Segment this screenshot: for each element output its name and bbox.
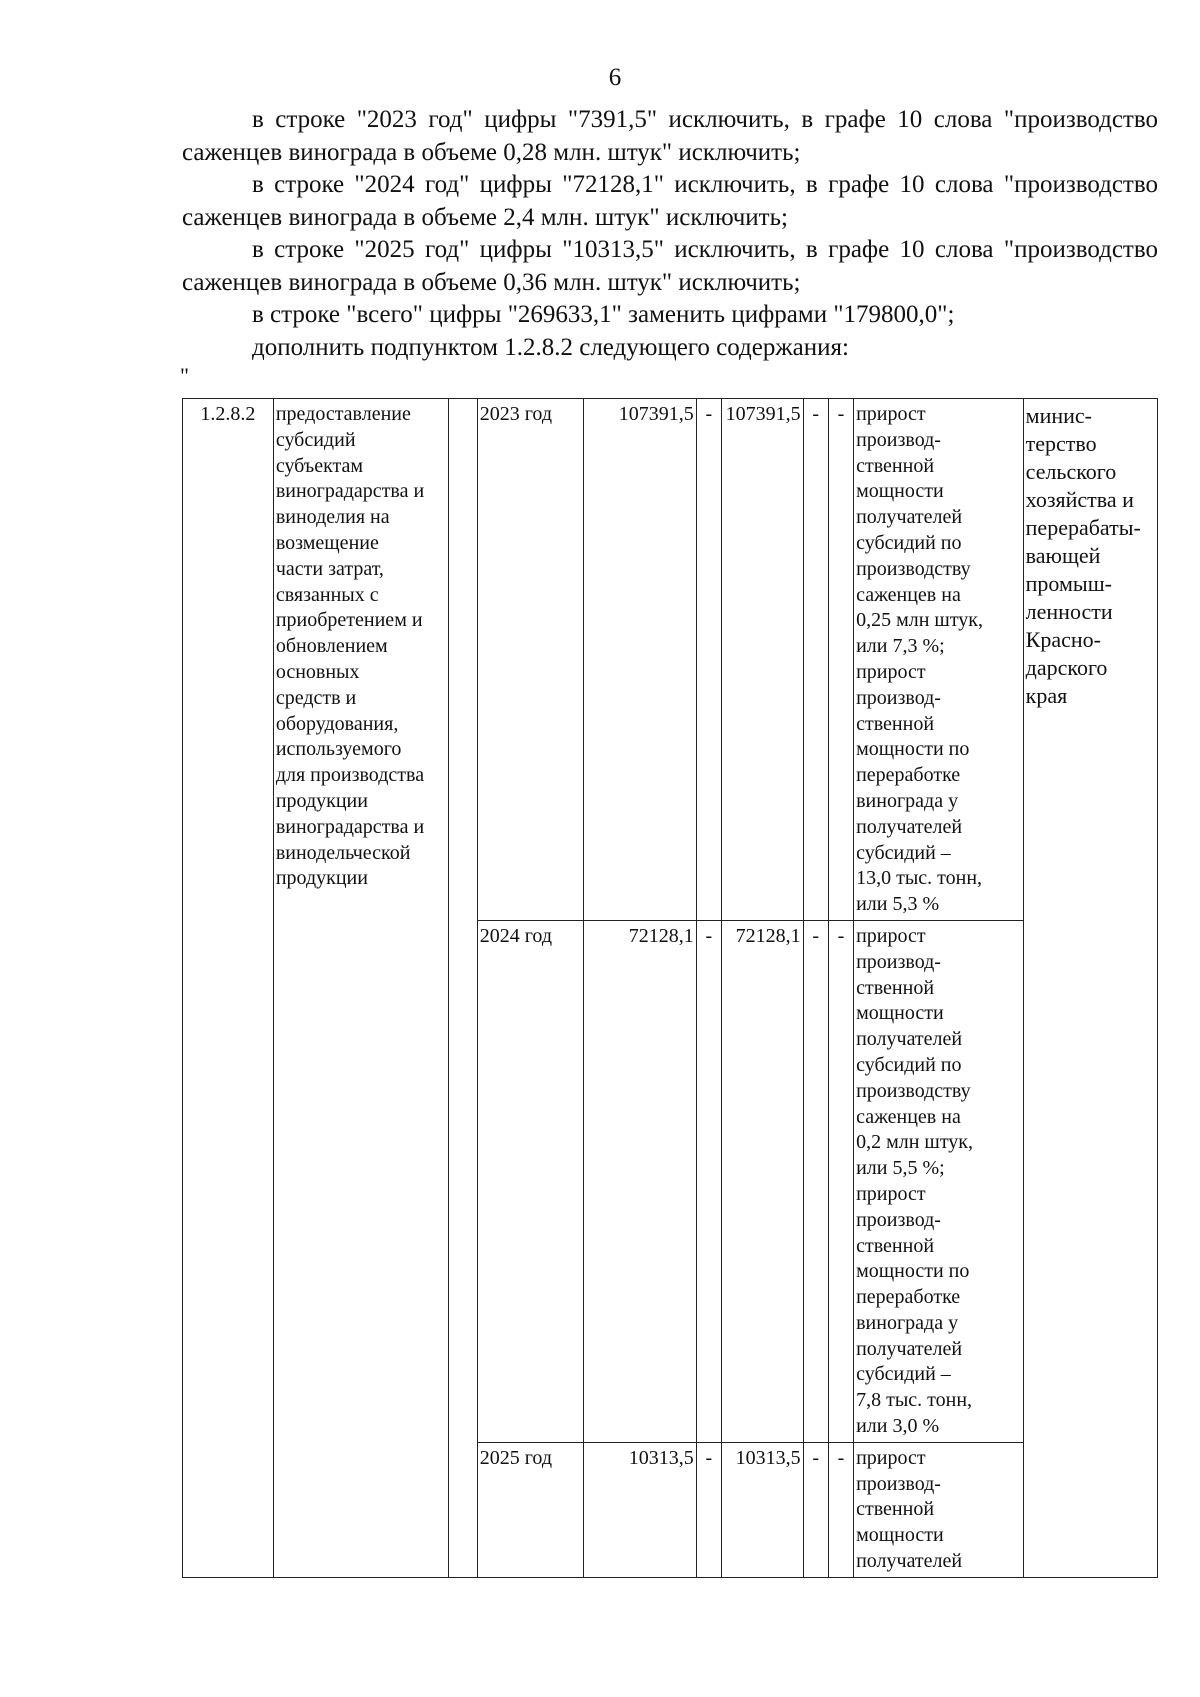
amendment-text bbox=[182, 104, 1158, 364]
amendment-table bbox=[182, 398, 1158, 1578]
paragraph-2023: в строке "2023 год" цифры "7391,5" исключить, в графе 10 слова "производство саженцев винограда в объеме 0,28 млн. штук" исключить; bbox=[182, 106, 1158, 166]
item-name-line: приобретением и bbox=[275, 609, 423, 632]
result-line: производству bbox=[856, 1079, 971, 1102]
item-name-line: основных bbox=[275, 660, 360, 683]
total-funding-cell: 10313,5 bbox=[583, 1442, 696, 1577]
funding-cell-b: 107391,5 bbox=[721, 399, 803, 921]
funding-cell-b: 10313,5 bbox=[721, 1442, 803, 1577]
result-line: производ- bbox=[856, 428, 941, 451]
funding-cell-a: - bbox=[696, 920, 721, 1442]
item-name-line: винодельческой bbox=[275, 841, 411, 864]
result-line: или 5,3 % bbox=[856, 893, 940, 916]
result-line: производ- bbox=[856, 686, 941, 709]
result-line: производ- bbox=[856, 1208, 941, 1231]
result-line: получателей bbox=[856, 815, 963, 838]
result-line: субсидий по bbox=[856, 1053, 962, 1076]
item-name-line: продукции bbox=[275, 789, 368, 812]
item-name-line: продукции bbox=[275, 867, 368, 890]
result-line: 7,8 тыс. тонн, bbox=[856, 1389, 973, 1412]
funding-cell-c: - bbox=[803, 399, 828, 921]
result-line: ственной bbox=[856, 454, 935, 477]
executor-line: края bbox=[1025, 683, 1068, 708]
result-line: саженцев на bbox=[856, 1105, 961, 1128]
executor-line: перерабаты- bbox=[1025, 515, 1141, 540]
funding-cell-a: - bbox=[696, 1442, 721, 1577]
result-line: получателей bbox=[856, 1550, 963, 1573]
year-cell: 2023 год bbox=[477, 399, 583, 921]
result-line: или 7,3 %; bbox=[856, 635, 945, 658]
item-name-line: используемого bbox=[275, 738, 402, 761]
result-line: переработке bbox=[856, 764, 961, 787]
funding-cell-d: - bbox=[828, 1442, 853, 1577]
total-funding-cell: 72128,1 bbox=[583, 920, 696, 1442]
item-name-line: виноградарства и bbox=[275, 480, 425, 503]
item-name-line: оборудования, bbox=[275, 712, 399, 735]
result-line: производству bbox=[856, 557, 971, 580]
paragraph-total: в строке "всего" цифры "269633,1" заменить цифрами "179800,0"; bbox=[252, 301, 955, 328]
paragraph-addition: дополнить подпунктом 1.2.8.2 следующего содержания: bbox=[252, 333, 849, 361]
funding-cell-b: 72128,1 bbox=[721, 920, 803, 1442]
result-line: винограда у bbox=[856, 1311, 959, 1334]
result-line: получателей bbox=[856, 506, 963, 529]
funding-cell-d: - bbox=[828, 399, 853, 921]
item-name-line: субъектам bbox=[275, 454, 364, 477]
result-line: получателей bbox=[856, 1337, 963, 1360]
table-wrapper bbox=[182, 398, 1158, 1578]
result-line: или 5,5 %; bbox=[856, 1157, 945, 1180]
result-line: мощности по bbox=[856, 738, 970, 761]
result-line: ственной bbox=[856, 976, 935, 999]
year-cell: 2025 год bbox=[477, 1442, 583, 1577]
item-name-line: виноградарства и bbox=[275, 815, 425, 838]
result-cell bbox=[854, 399, 1024, 921]
paragraph-2025: в строке "2025 год" цифры "10313,5" исключить, в графе 10 слова "производство саженцев винограда в объеме 0,36 млн. штук" исключить; bbox=[182, 236, 1158, 296]
result-line: винограда у bbox=[856, 789, 959, 812]
item-name-line: предоставление bbox=[275, 403, 411, 425]
funding-cell-c: - bbox=[803, 920, 828, 1442]
executor-line: сельского bbox=[1025, 459, 1117, 484]
year-cell: 2024 год bbox=[477, 920, 583, 1442]
result-line: мощности bbox=[856, 480, 944, 503]
executor-line: ленности bbox=[1025, 599, 1113, 624]
result-line: ственной bbox=[856, 1498, 935, 1521]
executor-line: терство bbox=[1025, 431, 1097, 456]
result-line: или 3,0 % bbox=[856, 1415, 940, 1438]
item-name-line: субсидий bbox=[275, 428, 356, 451]
item-name-cell bbox=[273, 399, 449, 1578]
result-line: прирост bbox=[856, 924, 926, 947]
result-line: прирост bbox=[856, 1182, 926, 1205]
executor-line: промыш- bbox=[1025, 571, 1112, 596]
result-line: 0,2 млн штук, bbox=[856, 1131, 974, 1154]
table-row bbox=[183, 399, 1158, 921]
paragraph-2024: в строке "2024 год" цифры "72128,1" исключить, в графе 10 слова "производство саженцев винограда в объеме 2,4 млн. штук" исключить; bbox=[182, 171, 1158, 231]
item-name-line: связанных с bbox=[275, 583, 379, 606]
item-name-line: возмещение bbox=[275, 531, 379, 554]
result-line: субсидий – bbox=[856, 1363, 951, 1386]
result-line: прирост bbox=[856, 403, 926, 425]
result-cell bbox=[854, 920, 1024, 1442]
executor-line: хозяйства и bbox=[1025, 487, 1134, 512]
executor-line: минис- bbox=[1025, 403, 1092, 428]
result-line: ственной bbox=[856, 712, 935, 735]
executor-line: вающей bbox=[1025, 543, 1101, 568]
result-line: получателей bbox=[856, 1028, 963, 1051]
result-line: производ- bbox=[856, 950, 941, 973]
result-line: переработке bbox=[856, 1286, 961, 1309]
executor-line: Красно- bbox=[1025, 627, 1101, 652]
result-line: 0,25 млн штук, bbox=[856, 609, 984, 632]
result-line: прирост bbox=[856, 1446, 926, 1469]
result-line: прирост bbox=[856, 660, 926, 683]
item-name-line: обновлением bbox=[275, 635, 388, 658]
executor-cell bbox=[1023, 399, 1157, 1578]
funding-cell-c: - bbox=[803, 1442, 828, 1577]
item-name-line: виноделия на bbox=[275, 506, 390, 529]
item-name-line: средств и bbox=[275, 686, 357, 709]
item-name-line: части затрат, bbox=[275, 557, 384, 580]
result-line: субсидий – bbox=[856, 841, 951, 864]
item-number-cell: 1.2.8.2 bbox=[183, 399, 274, 1578]
funding-cell-d: - bbox=[828, 920, 853, 1442]
blank-column-cell bbox=[449, 399, 477, 1578]
result-line: субсидий по bbox=[856, 531, 962, 554]
result-line: ственной bbox=[856, 1234, 935, 1257]
opening-quote: " bbox=[180, 363, 189, 388]
item-name-line: для производства bbox=[275, 764, 425, 787]
total-funding-cell: 107391,5 bbox=[583, 399, 696, 921]
result-line: 13,0 тыс. тонн, bbox=[856, 867, 983, 890]
page-number: 6 bbox=[608, 64, 622, 91]
result-line: производ- bbox=[856, 1472, 941, 1495]
result-line: саженцев на bbox=[856, 583, 961, 606]
result-line: мощности по bbox=[856, 1260, 970, 1283]
result-cell bbox=[854, 1442, 1024, 1577]
funding-cell-a: - bbox=[696, 399, 721, 921]
executor-line: дарского bbox=[1025, 655, 1108, 680]
result-line: мощности bbox=[856, 1002, 944, 1025]
result-line: мощности bbox=[856, 1524, 944, 1547]
